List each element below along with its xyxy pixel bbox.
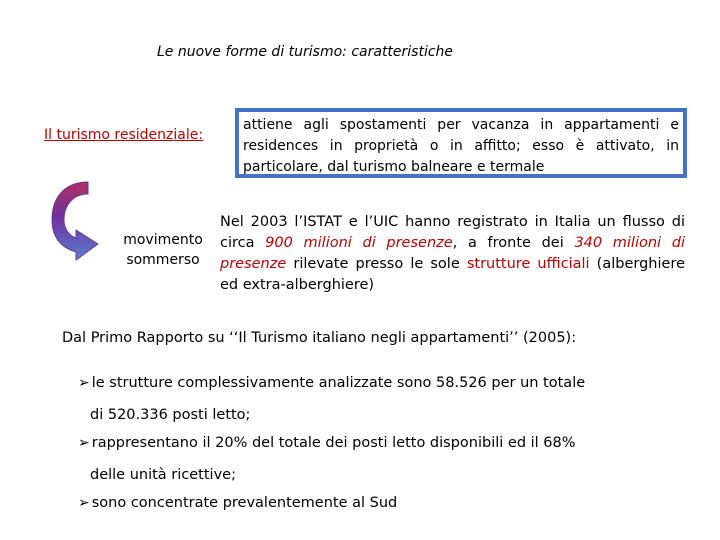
bullet-text-line1: sono concentrate prevalentemente al Sud <box>91 495 398 511</box>
bullet-item <box>78 427 638 491</box>
istat-text-part2: , a fronte dei <box>452 235 575 251</box>
submerged-label-line2: sommerso <box>126 252 200 268</box>
bullet-text-line1: le strutture complessivamente analizzate sono 58.526 per un totale <box>91 375 586 391</box>
istat-text-part1: Nel 2003 l’ISTAT e l’UIC hanno registrato in Italia un flusso di circa <box>220 214 685 251</box>
curved-arrow-icon <box>48 180 108 262</box>
submerged-label-line1: movimento <box>123 232 203 248</box>
arrowhead-bullet-icon: ➢ <box>78 435 90 451</box>
istat-highlight-900m: 900 milioni di presenze <box>265 235 453 251</box>
bullet-text-line2: di 520.336 posti letto; <box>90 407 251 423</box>
istat-highlight-official: strutture ufficiali <box>466 256 590 272</box>
arrowhead-bullet-icon: ➢ <box>78 375 90 391</box>
istat-text-part3: rilevate presso le sole <box>286 256 467 272</box>
bullet-text-line1: rappresentano il 20% del totale dei posti letto disponibili ed il 68% <box>91 435 576 451</box>
bullet-text-line2: delle unità ricettive; <box>90 467 236 483</box>
arrowhead-bullet-icon: ➢ <box>78 495 90 511</box>
bullet-item <box>78 487 638 519</box>
page-title: Le nuove forme di turismo: caratteristiche <box>156 44 454 60</box>
istat-paragraph <box>220 212 685 296</box>
definition-box <box>235 108 687 178</box>
submerged-movement-label <box>108 230 218 270</box>
definition-text: attiene agli spostamenti per vacanza in appartamenti e residences in proprietà o in affitto; esso è attivato, in particolare, dal turismo balneare e termale <box>243 117 679 175</box>
report-title: Dal Primo Rapporto su ‘‘Il Turismo italiano negli appartamenti’’ (2005): <box>62 330 577 346</box>
bullet-item <box>78 367 638 431</box>
istat-highlight-340m: 340 milioni di presenze <box>220 235 685 272</box>
residential-tourism-label: Il turismo residenziale: <box>44 127 204 143</box>
istat-text-part4: (alberghiere ed extra-alberghiere) <box>220 256 685 293</box>
